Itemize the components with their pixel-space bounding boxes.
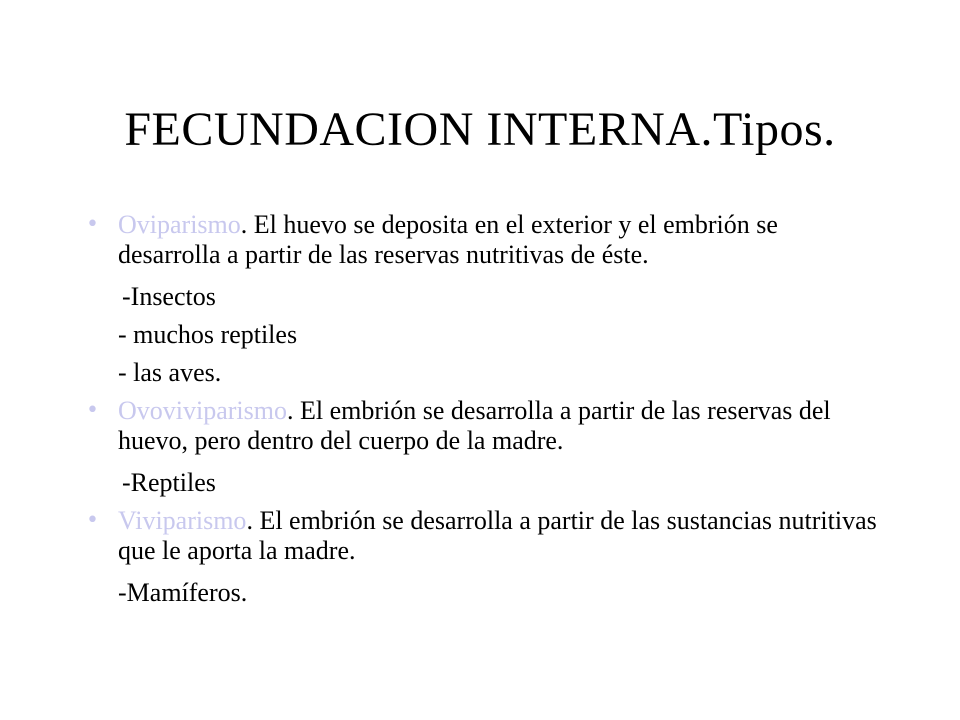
example-aves: - las aves. (118, 358, 222, 387)
term-ovoviviparismo: Ovoviviparismo (118, 396, 287, 425)
example-insectos: -Insectos (122, 282, 216, 311)
description-viviparismo: . El embrión se desarrolla a partir de las sustancias nutritivas que le aporta la madre. (118, 506, 877, 565)
bullet-oviparismo (86, 210, 886, 270)
bullet-icon: • (86, 398, 99, 423)
example-reptiles-ovo: -Reptiles (122, 468, 216, 497)
example-mamiferos: -Mamíferos. (118, 578, 248, 607)
term-viviparismo: Viviparismo (118, 506, 247, 535)
bullet-icon: • (86, 508, 99, 533)
term-oviparismo: Oviparismo (118, 210, 241, 239)
bullet-viviparismo (86, 506, 886, 566)
slide-body (86, 210, 886, 608)
bullet-icon: • (86, 212, 99, 237)
slide-title: FECUNDACION INTERNA.Tipos. (124, 103, 836, 156)
bullet-ovoviviparismo (86, 396, 886, 456)
description-ovoviviparismo: . El embrión se desarrolla a partir de las reservas del huevo, pero dentro del cuerpo de la madre. (118, 396, 831, 455)
example-reptiles: - muchos reptiles (118, 320, 298, 349)
description-oviparismo: . El huevo se deposita en el exterior y el embrión se desarrolla a partir de las reservas nutritivas de éste. (118, 210, 778, 269)
